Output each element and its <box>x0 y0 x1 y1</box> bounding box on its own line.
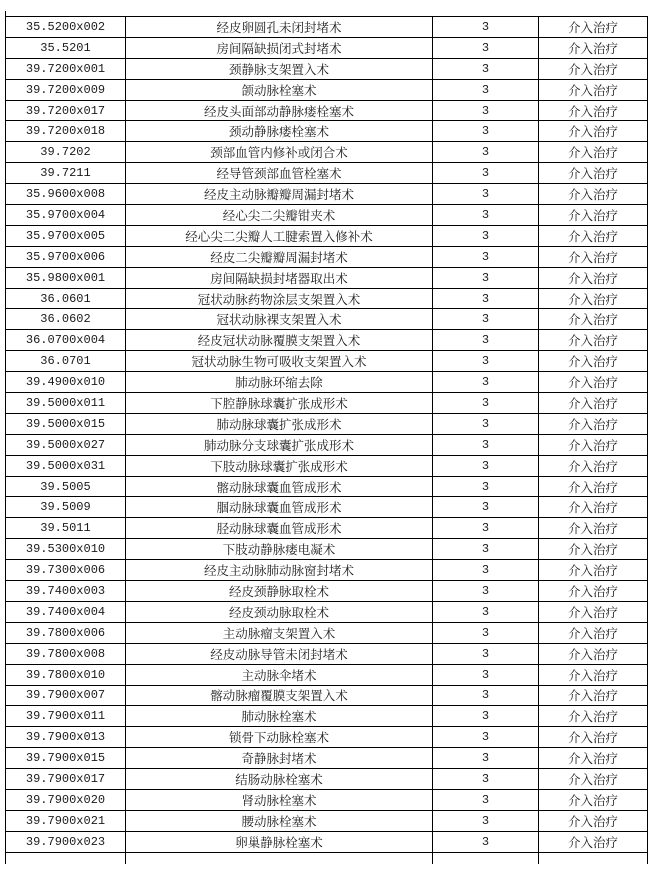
grade-cell: 3 <box>433 601 539 622</box>
code-cell: 35.5200x002 <box>6 17 126 38</box>
code-cell: 39.5009 <box>6 497 126 518</box>
category-cell: 介入治疗 <box>539 560 648 581</box>
category-cell: 介入治疗 <box>539 789 648 810</box>
procedure-name-cell: 经皮主动脉瓣瓣周漏封堵术 <box>126 184 433 205</box>
code-cell: 35.9600x008 <box>6 184 126 205</box>
table-body <box>6 17 648 853</box>
category-cell: 介入治疗 <box>539 518 648 539</box>
grade-cell: 3 <box>433 351 539 372</box>
table-row <box>6 601 648 622</box>
category-cell: 介入治疗 <box>539 413 648 434</box>
code-cell: 39.7900x017 <box>6 769 126 790</box>
category-cell: 介入治疗 <box>539 497 648 518</box>
code-cell: 39.5000x031 <box>6 455 126 476</box>
grade-cell: 3 <box>433 37 539 58</box>
grade-cell: 3 <box>433 769 539 790</box>
grade-cell: 3 <box>433 413 539 434</box>
grade-cell: 3 <box>433 622 539 643</box>
code-cell: 39.5011 <box>6 518 126 539</box>
procedure-name-cell: 主动脉瘤支架置入术 <box>126 622 433 643</box>
table-row <box>6 727 648 748</box>
procedure-name-cell: 髂动脉瘤覆膜支架置入术 <box>126 685 433 706</box>
procedure-name-cell: 房间隔缺损封堵器取出术 <box>126 267 433 288</box>
table-row <box>6 309 648 330</box>
category-cell: 介入治疗 <box>539 706 648 727</box>
category-cell: 介入治疗 <box>539 184 648 205</box>
grade-cell: 3 <box>433 17 539 38</box>
table-row <box>6 17 648 38</box>
table-row <box>6 434 648 455</box>
procedure-name-cell: 奇静脉封堵术 <box>126 748 433 769</box>
code-cell: 39.7200x017 <box>6 100 126 121</box>
procedure-name-cell: 经皮冠状动脉覆膜支架置入术 <box>126 330 433 351</box>
gridline-stub-bottom-4 <box>538 853 539 864</box>
table-row <box>6 225 648 246</box>
category-cell: 介入治疗 <box>539 664 648 685</box>
code-cell: 39.7800x008 <box>6 643 126 664</box>
procedure-name-cell: 卵巢静脉栓塞术 <box>126 831 433 852</box>
grade-cell: 3 <box>433 372 539 393</box>
code-cell: 39.7400x003 <box>6 581 126 602</box>
code-cell: 35.5201 <box>6 37 126 58</box>
grade-cell: 3 <box>433 581 539 602</box>
procedure-name-cell: 锁骨下动脉栓塞术 <box>126 727 433 748</box>
code-cell: 39.7400x004 <box>6 601 126 622</box>
code-cell: 39.7211 <box>6 163 126 184</box>
category-cell: 介入治疗 <box>539 288 648 309</box>
procedure-name-cell: 肺动脉球囊扩张成形术 <box>126 413 433 434</box>
procedure-name-cell: 经皮颈动脉取栓术 <box>126 601 433 622</box>
table-row <box>6 246 648 267</box>
procedure-name-cell: 肺动脉栓塞术 <box>126 706 433 727</box>
procedure-name-cell: 肺动脉分支球囊扩张成形术 <box>126 434 433 455</box>
gridline-stub-top-left <box>5 11 6 16</box>
code-cell: 36.0700x004 <box>6 330 126 351</box>
category-cell: 介入治疗 <box>539 455 648 476</box>
table-row <box>6 37 648 58</box>
procedure-name-cell: 经皮主动脉肺动脉窗封堵术 <box>126 560 433 581</box>
code-cell: 39.5000x011 <box>6 393 126 414</box>
table-row <box>6 748 648 769</box>
grade-cell: 3 <box>433 518 539 539</box>
category-cell: 介入治疗 <box>539 142 648 163</box>
code-cell: 35.9700x005 <box>6 225 126 246</box>
grade-cell: 3 <box>433 225 539 246</box>
code-cell: 39.5005 <box>6 476 126 497</box>
gridline-stub-bottom-3 <box>432 853 433 864</box>
grade-cell: 3 <box>433 706 539 727</box>
category-cell: 介入治疗 <box>539 810 648 831</box>
code-cell: 39.5300x010 <box>6 539 126 560</box>
grade-cell: 3 <box>433 121 539 142</box>
procedure-name-cell: 经皮二尖瓣瓣周漏封堵术 <box>126 246 433 267</box>
table-row <box>6 184 648 205</box>
procedure-name-cell: 腰动脉栓塞术 <box>126 810 433 831</box>
category-cell: 介入治疗 <box>539 601 648 622</box>
table-row <box>6 497 648 518</box>
category-cell: 介入治疗 <box>539 727 648 748</box>
grade-cell: 3 <box>433 455 539 476</box>
table-row <box>6 79 648 100</box>
table-row <box>6 142 648 163</box>
procedure-name-cell: 冠状动脉药物涂层支架置入术 <box>126 288 433 309</box>
grade-cell: 3 <box>433 497 539 518</box>
table-row <box>6 330 648 351</box>
grade-cell: 3 <box>433 309 539 330</box>
procedure-name-cell: 下肢动静脉瘘电凝术 <box>126 539 433 560</box>
category-cell: 介入治疗 <box>539 309 648 330</box>
table-row <box>6 163 648 184</box>
category-cell: 介入治疗 <box>539 539 648 560</box>
table-row <box>6 789 648 810</box>
grade-cell: 3 <box>433 246 539 267</box>
category-cell: 介入治疗 <box>539 372 648 393</box>
grade-cell: 3 <box>433 205 539 226</box>
category-cell: 介入治疗 <box>539 17 648 38</box>
table-row <box>6 518 648 539</box>
category-cell: 介入治疗 <box>539 225 648 246</box>
grade-cell: 3 <box>433 142 539 163</box>
category-cell: 介入治疗 <box>539 163 648 184</box>
grade-cell: 3 <box>433 393 539 414</box>
procedure-name-cell: 经皮头面部动静脉瘘栓塞术 <box>126 100 433 121</box>
code-cell: 39.7900x023 <box>6 831 126 852</box>
procedure-name-cell: 经心尖二尖瓣人工腱索置入修补术 <box>126 225 433 246</box>
grade-cell: 3 <box>433 267 539 288</box>
grade-cell: 3 <box>433 789 539 810</box>
grade-cell: 3 <box>433 330 539 351</box>
grade-cell: 3 <box>433 748 539 769</box>
category-cell: 介入治疗 <box>539 769 648 790</box>
category-cell: 介入治疗 <box>539 393 648 414</box>
table-row <box>6 622 648 643</box>
category-cell: 介入治疗 <box>539 37 648 58</box>
procedure-name-cell: 结肠动脉栓塞术 <box>126 769 433 790</box>
category-cell: 介入治疗 <box>539 100 648 121</box>
code-cell: 39.7800x010 <box>6 664 126 685</box>
table-row <box>6 267 648 288</box>
grade-cell: 3 <box>433 288 539 309</box>
table-row <box>6 372 648 393</box>
category-cell: 介入治疗 <box>539 330 648 351</box>
procedure-name-cell: 肾动脉栓塞术 <box>126 789 433 810</box>
code-cell: 39.7900x007 <box>6 685 126 706</box>
procedure-name-cell: 房间隔缺损闭式封堵术 <box>126 37 433 58</box>
code-cell: 39.5000x015 <box>6 413 126 434</box>
category-cell: 介入治疗 <box>539 267 648 288</box>
code-cell: 39.7300x006 <box>6 560 126 581</box>
code-cell: 35.9700x004 <box>6 205 126 226</box>
table-row <box>6 476 648 497</box>
table-row <box>6 455 648 476</box>
category-cell: 介入治疗 <box>539 246 648 267</box>
procedure-table <box>5 16 647 853</box>
table-row <box>6 560 648 581</box>
table-row <box>6 100 648 121</box>
table-row <box>6 706 648 727</box>
procedure-name-cell: 髂动脉球囊血管成形术 <box>126 476 433 497</box>
procedure-name-cell: 下腔静脉球囊扩张成形术 <box>126 393 433 414</box>
procedure-name-cell: 下肢动脉球囊扩张成形术 <box>126 455 433 476</box>
category-cell: 介入治疗 <box>539 58 648 79</box>
procedure-name-cell: 经导管颈部血管栓塞术 <box>126 163 433 184</box>
table-row <box>6 581 648 602</box>
procedure-name-cell: 颌动脉栓塞术 <box>126 79 433 100</box>
grade-cell: 3 <box>433 184 539 205</box>
procedure-name-cell: 颈静脉支架置入术 <box>126 58 433 79</box>
procedure-name-cell: 颈动静脉瘘栓塞术 <box>126 121 433 142</box>
code-cell: 39.5000x027 <box>6 434 126 455</box>
code-cell: 36.0701 <box>6 351 126 372</box>
table-row <box>6 413 648 434</box>
code-cell: 39.7900x015 <box>6 748 126 769</box>
procedure-name-cell: 经心尖二尖瓣钳夹术 <box>126 205 433 226</box>
grade-cell: 3 <box>433 163 539 184</box>
grade-cell: 3 <box>433 79 539 100</box>
table-row <box>6 643 648 664</box>
code-cell: 39.7900x021 <box>6 810 126 831</box>
category-cell: 介入治疗 <box>539 476 648 497</box>
code-cell: 39.7200x009 <box>6 79 126 100</box>
code-cell: 36.0601 <box>6 288 126 309</box>
code-cell: 36.0602 <box>6 309 126 330</box>
procedure-name-cell: 颈部血管内修补或闭合术 <box>126 142 433 163</box>
code-cell: 39.7900x011 <box>6 706 126 727</box>
grade-cell: 3 <box>433 539 539 560</box>
category-cell: 介入治疗 <box>539 685 648 706</box>
category-cell: 介入治疗 <box>539 434 648 455</box>
table-row <box>6 685 648 706</box>
procedure-name-cell: 经皮动脉导管未闭封堵术 <box>126 643 433 664</box>
grade-cell: 3 <box>433 643 539 664</box>
gridline-stub-bottom-1 <box>5 853 6 864</box>
category-cell: 介入治疗 <box>539 79 648 100</box>
procedure-name-cell: 冠状动脉裸支架置入术 <box>126 309 433 330</box>
grade-cell: 3 <box>433 560 539 581</box>
table-row <box>6 58 648 79</box>
grade-cell: 3 <box>433 664 539 685</box>
procedure-name-cell: 冠状动脉生物可吸收支架置入术 <box>126 351 433 372</box>
category-cell: 介入治疗 <box>539 831 648 852</box>
code-cell: 39.7900x020 <box>6 789 126 810</box>
code-cell: 39.4900x010 <box>6 372 126 393</box>
category-cell: 介入治疗 <box>539 581 648 602</box>
gridline-stub-bottom-5 <box>647 853 648 864</box>
table-row <box>6 393 648 414</box>
category-cell: 介入治疗 <box>539 121 648 142</box>
grade-cell: 3 <box>433 100 539 121</box>
procedure-name-cell: 主动脉伞堵术 <box>126 664 433 685</box>
procedure-name-cell: 经皮卵圆孔未闭封堵术 <box>126 17 433 38</box>
procedure-name-cell: 肺动脉环缩去除 <box>126 372 433 393</box>
grade-cell: 3 <box>433 685 539 706</box>
code-cell: 39.7200x001 <box>6 58 126 79</box>
table-row <box>6 810 648 831</box>
grade-cell: 3 <box>433 831 539 852</box>
table-row <box>6 205 648 226</box>
category-cell: 介入治疗 <box>539 622 648 643</box>
code-cell: 35.9800x001 <box>6 267 126 288</box>
table-row <box>6 664 648 685</box>
category-cell: 介入治疗 <box>539 748 648 769</box>
category-cell: 介入治疗 <box>539 351 648 372</box>
code-cell: 39.7202 <box>6 142 126 163</box>
grade-cell: 3 <box>433 434 539 455</box>
grade-cell: 3 <box>433 810 539 831</box>
table-row <box>6 831 648 852</box>
table-row <box>6 288 648 309</box>
procedure-name-cell: 胫动脉球囊血管成形术 <box>126 518 433 539</box>
code-cell: 39.7200x018 <box>6 121 126 142</box>
procedure-name-cell: 经皮颈静脉取栓术 <box>126 581 433 602</box>
category-cell: 介入治疗 <box>539 205 648 226</box>
grade-cell: 3 <box>433 476 539 497</box>
table-row <box>6 769 648 790</box>
table-row <box>6 539 648 560</box>
table-row <box>6 121 648 142</box>
procedure-name-cell: 腘动脉球囊血管成形术 <box>126 497 433 518</box>
procedure-code-table <box>5 16 648 853</box>
gridline-stub-bottom-2 <box>125 853 126 864</box>
code-cell: 39.7900x013 <box>6 727 126 748</box>
code-cell: 35.9700x006 <box>6 246 126 267</box>
table-row <box>6 351 648 372</box>
grade-cell: 3 <box>433 727 539 748</box>
grade-cell: 3 <box>433 58 539 79</box>
code-cell: 39.7800x006 <box>6 622 126 643</box>
category-cell: 介入治疗 <box>539 643 648 664</box>
